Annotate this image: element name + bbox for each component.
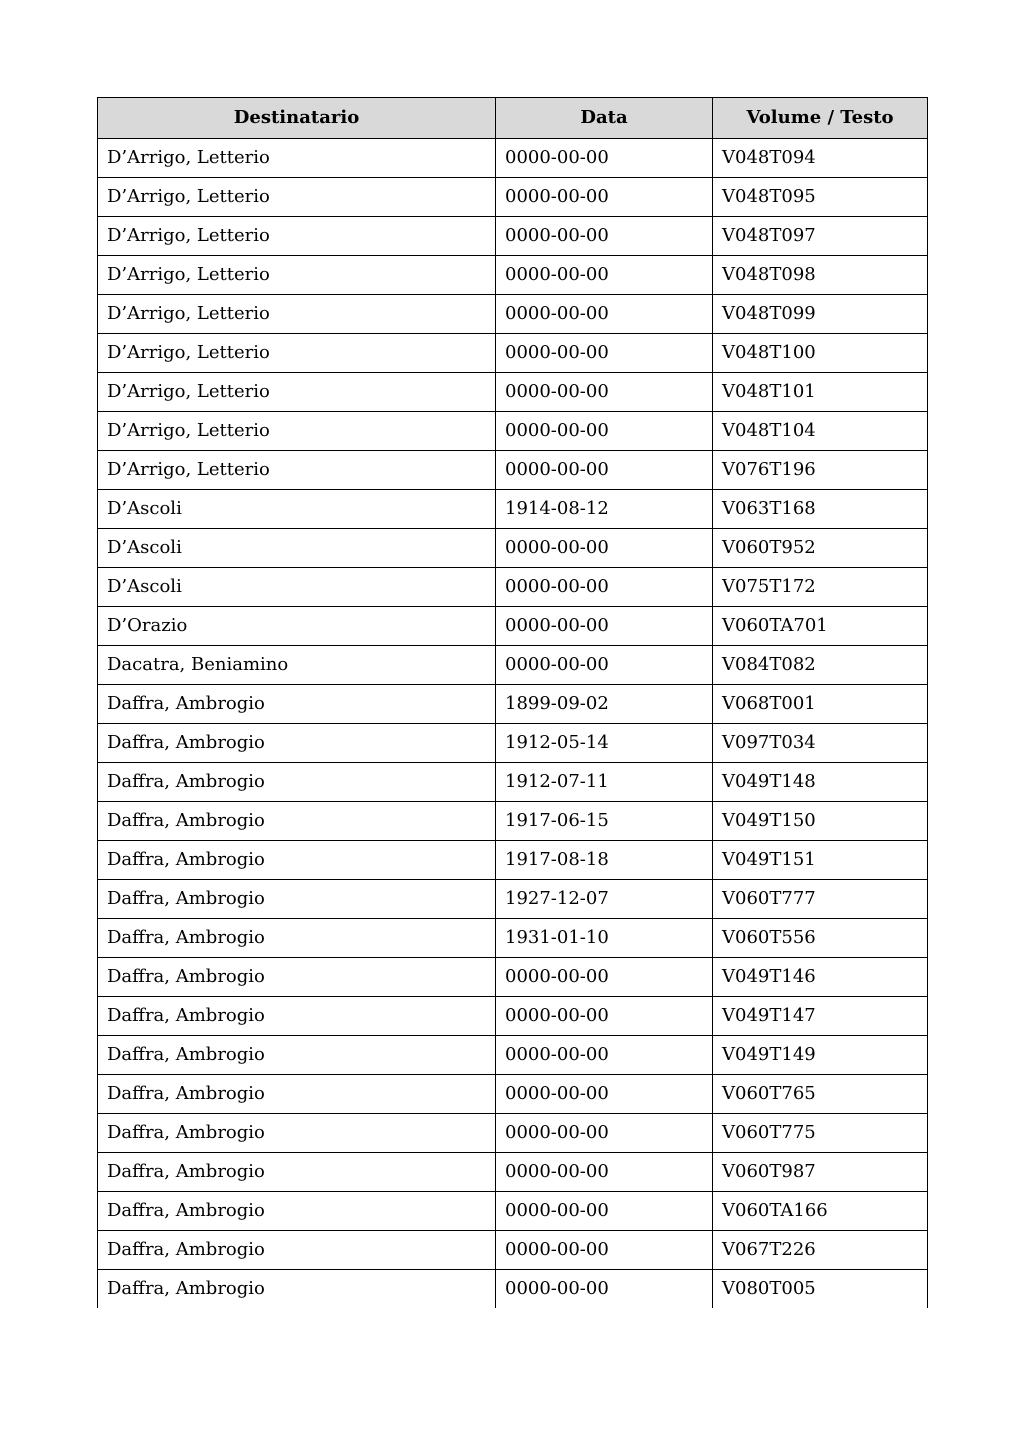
column-header-data: Data (496, 98, 713, 139)
cell-destinatario: Daffra, Ambrogio (98, 685, 496, 724)
cell-data: 0000-00-00 (496, 607, 713, 646)
cell-data: 0000-00-00 (496, 334, 713, 373)
cell-destinatario: D’Arrigo, Letterio (98, 412, 496, 451)
cell-destinatario: Daffra, Ambrogio (98, 880, 496, 919)
cell-destinatario: Daffra, Ambrogio (98, 1114, 496, 1153)
cell-destinatario: Daffra, Ambrogio (98, 919, 496, 958)
table-row (98, 490, 928, 529)
cell-volume-testo: V060TA166 (713, 1192, 928, 1231)
cell-data: 1917-08-18 (496, 841, 713, 880)
cell-destinatario: D’Arrigo, Letterio (98, 139, 496, 178)
cell-data: 1912-05-14 (496, 724, 713, 763)
cell-destinatario: Daffra, Ambrogio (98, 763, 496, 802)
cell-volume-testo: V049T146 (713, 958, 928, 997)
cell-data: 0000-00-00 (496, 1036, 713, 1075)
table-row (98, 1192, 928, 1231)
table-row (98, 295, 928, 334)
cell-destinatario: D’Ascoli (98, 529, 496, 568)
table-row (98, 724, 928, 763)
cell-destinatario: Daffra, Ambrogio (98, 1192, 496, 1231)
cell-destinatario: D’Arrigo, Letterio (98, 373, 496, 412)
cell-data: 0000-00-00 (496, 1153, 713, 1192)
cell-data: 0000-00-00 (496, 1192, 713, 1231)
cell-volume-testo: V063T168 (713, 490, 928, 529)
table-body (98, 139, 928, 1309)
cell-data: 1931-01-10 (496, 919, 713, 958)
table-row (98, 334, 928, 373)
table-row (98, 685, 928, 724)
table-row (98, 1075, 928, 1114)
table-row (98, 217, 928, 256)
cell-destinatario: D’Ascoli (98, 568, 496, 607)
cell-destinatario: D’Ascoli (98, 490, 496, 529)
cell-volume-testo: V049T148 (713, 763, 928, 802)
cell-volume-testo: V049T151 (713, 841, 928, 880)
table-row (98, 997, 928, 1036)
cell-volume-testo: V060T987 (713, 1153, 928, 1192)
cell-destinatario: Daffra, Ambrogio (98, 1036, 496, 1075)
table-row (98, 802, 928, 841)
cell-data: 1899-09-02 (496, 685, 713, 724)
table-row (98, 1231, 928, 1270)
cell-destinatario: Daffra, Ambrogio (98, 1075, 496, 1114)
cell-data: 0000-00-00 (496, 256, 713, 295)
column-header-destinatario: Destinatario (98, 98, 496, 139)
cell-volume-testo: V076T196 (713, 451, 928, 490)
table-row (98, 412, 928, 451)
cell-volume-testo: V060T556 (713, 919, 928, 958)
cell-data: 0000-00-00 (496, 412, 713, 451)
cell-volume-testo: V048T099 (713, 295, 928, 334)
cell-volume-testo: V060T777 (713, 880, 928, 919)
table-row (98, 646, 928, 685)
cell-volume-testo: V060T765 (713, 1075, 928, 1114)
cell-data: 0000-00-00 (496, 958, 713, 997)
cell-data: 0000-00-00 (496, 1075, 713, 1114)
cell-volume-testo: V049T149 (713, 1036, 928, 1075)
table-row (98, 529, 928, 568)
table-row (98, 451, 928, 490)
table-row (98, 373, 928, 412)
table-row (98, 1114, 928, 1153)
cell-volume-testo: V075T172 (713, 568, 928, 607)
cell-destinatario: D’Arrigo, Letterio (98, 256, 496, 295)
cell-data: 0000-00-00 (496, 529, 713, 568)
cell-destinatario: Dacatra, Beniamino (98, 646, 496, 685)
cell-volume-testo: V068T001 (713, 685, 928, 724)
cell-data: 0000-00-00 (496, 178, 713, 217)
cell-data: 0000-00-00 (496, 1114, 713, 1153)
cell-data: 0000-00-00 (496, 1231, 713, 1270)
cell-volume-testo: V060T775 (713, 1114, 928, 1153)
cell-data: 0000-00-00 (496, 568, 713, 607)
cell-destinatario: Daffra, Ambrogio (98, 1270, 496, 1309)
table-row (98, 607, 928, 646)
table-header-row (98, 98, 928, 139)
cell-data: 1927-12-07 (496, 880, 713, 919)
cell-volume-testo: V084T082 (713, 646, 928, 685)
cell-destinatario: D’Arrigo, Letterio (98, 178, 496, 217)
column-header-volume-testo: Volume / Testo (713, 98, 928, 139)
cell-volume-testo: V067T226 (713, 1231, 928, 1270)
table-row (98, 958, 928, 997)
table-row (98, 1270, 928, 1309)
table-row (98, 256, 928, 295)
cell-destinatario: Daffra, Ambrogio (98, 1153, 496, 1192)
cell-volume-testo: V048T094 (713, 139, 928, 178)
cell-destinatario: Daffra, Ambrogio (98, 724, 496, 763)
cell-volume-testo: V048T100 (713, 334, 928, 373)
cell-destinatario: Daffra, Ambrogio (98, 1231, 496, 1270)
cell-destinatario: D’Arrigo, Letterio (98, 451, 496, 490)
cell-volume-testo: V048T101 (713, 373, 928, 412)
cell-data: 0000-00-00 (496, 217, 713, 256)
cell-data: 0000-00-00 (496, 1270, 713, 1309)
letters-index-table (97, 97, 928, 1308)
table-row (98, 763, 928, 802)
cell-destinatario: Daffra, Ambrogio (98, 958, 496, 997)
cell-destinatario: D’Orazio (98, 607, 496, 646)
cell-volume-testo: V048T095 (713, 178, 928, 217)
cell-destinatario: D’Arrigo, Letterio (98, 217, 496, 256)
table-row (98, 1153, 928, 1192)
cell-data: 0000-00-00 (496, 139, 713, 178)
cell-volume-testo: V097T034 (713, 724, 928, 763)
cell-volume-testo: V049T147 (713, 997, 928, 1036)
cell-data: 0000-00-00 (496, 646, 713, 685)
cell-data: 0000-00-00 (496, 295, 713, 334)
cell-volume-testo: V060TA701 (713, 607, 928, 646)
cell-destinatario: Daffra, Ambrogio (98, 841, 496, 880)
cell-volume-testo: V048T097 (713, 217, 928, 256)
table-row (98, 139, 928, 178)
cell-data: 0000-00-00 (496, 451, 713, 490)
table-row (98, 1036, 928, 1075)
cell-data: 1912-07-11 (496, 763, 713, 802)
cell-volume-testo: V048T098 (713, 256, 928, 295)
cell-destinatario: D’Arrigo, Letterio (98, 334, 496, 373)
cell-volume-testo: V049T150 (713, 802, 928, 841)
cell-data: 1917-06-15 (496, 802, 713, 841)
table-row (98, 841, 928, 880)
cell-destinatario: D’Arrigo, Letterio (98, 295, 496, 334)
cell-volume-testo: V048T104 (713, 412, 928, 451)
table-row (98, 568, 928, 607)
cell-destinatario: Daffra, Ambrogio (98, 802, 496, 841)
cell-volume-testo: V060T952 (713, 529, 928, 568)
cell-volume-testo: V080T005 (713, 1270, 928, 1309)
table-row (98, 178, 928, 217)
cell-data: 0000-00-00 (496, 997, 713, 1036)
table-row (98, 880, 928, 919)
cell-destinatario: Daffra, Ambrogio (98, 997, 496, 1036)
cell-data: 0000-00-00 (496, 373, 713, 412)
cell-data: 1914-08-12 (496, 490, 713, 529)
table-row (98, 919, 928, 958)
